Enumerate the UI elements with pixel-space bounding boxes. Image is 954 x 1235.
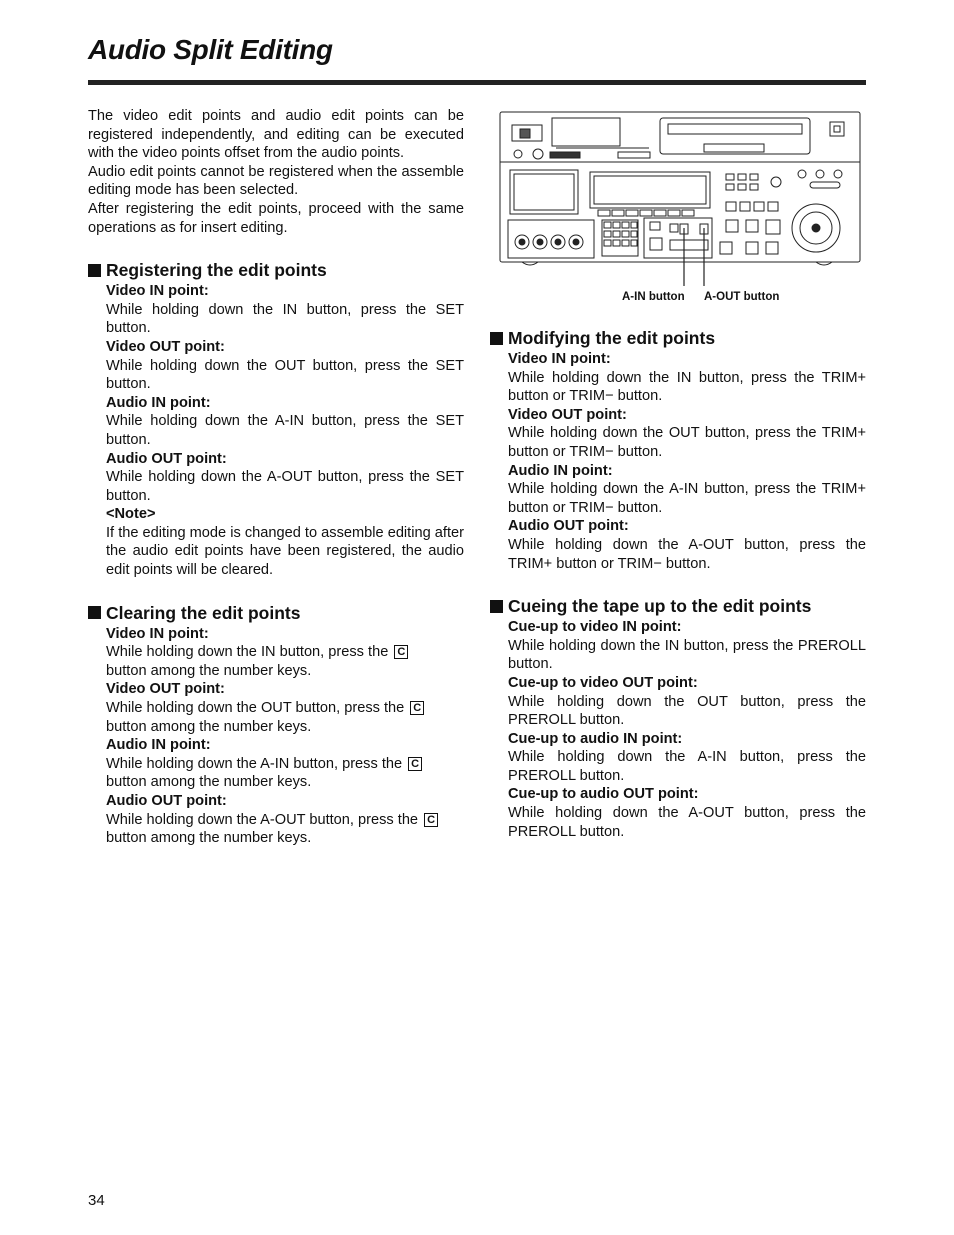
item-text: While holding down the A-IN button, press the SET button. xyxy=(106,413,464,448)
note-label: <Note> xyxy=(106,506,156,523)
section-registering xyxy=(88,259,464,580)
c-key-icon: C xyxy=(394,645,408,659)
section-heading: Registering the edit points xyxy=(88,259,464,281)
item-label: Audio IN point: xyxy=(106,394,211,411)
vtr-front-panel-figure xyxy=(494,110,866,310)
item-label: Cue-up to video OUT point: xyxy=(508,674,698,691)
item-label: Video OUT point: xyxy=(106,681,225,698)
item-text: While holding down the A-OUT button, press the PREROLL button. xyxy=(508,805,866,840)
section-modifying xyxy=(490,327,866,573)
item-text: While holding down the A-IN button, press the PREROLL button. xyxy=(508,749,866,784)
item-label: Audio OUT point: xyxy=(106,450,227,467)
page-number: 34 xyxy=(88,1192,105,1209)
item-label: Video IN point: xyxy=(106,625,209,642)
item-text: While holding down the IN button, press the TRIM+ button or TRIM− button. xyxy=(508,369,866,405)
section-cueing xyxy=(490,595,866,841)
left-column xyxy=(88,107,464,848)
c-key-icon: C xyxy=(424,813,438,827)
item-text: While holding down the A-OUT button, press the TRIM+ button or TRIM− button. xyxy=(508,536,866,572)
square-bullet-icon xyxy=(490,332,503,345)
item-text: While holding down the A-IN button, press the TRIM+ button or TRIM− button. xyxy=(508,481,866,516)
intro-paragraph: Audio edit points cannot be registered when the assemble editing mode has been selected. xyxy=(88,163,464,199)
c-key-icon: C xyxy=(408,757,422,771)
item-label: Audio OUT point: xyxy=(508,518,629,535)
item-text: While holding down the IN button, press the SET button. xyxy=(106,301,464,337)
item-text: While holding down the OUT button, press the TRIM+ button or TRIM− button. xyxy=(508,425,866,460)
item-label: Audio OUT point: xyxy=(106,793,227,809)
section-clearing xyxy=(88,602,464,848)
item-label: Video IN point: xyxy=(106,283,209,300)
section-heading: Clearing the edit points xyxy=(88,602,464,624)
item-text: While holding down the OUT button, press the PREROLL button. xyxy=(508,693,866,729)
item-label: Video IN point: xyxy=(508,351,611,367)
item-label: Video OUT point: xyxy=(508,406,627,423)
c-key-icon: C xyxy=(410,701,424,715)
item-text: While holding down the A-OUT button, press the C button among the number keys. xyxy=(106,811,464,848)
section-heading: Modifying the edit points xyxy=(490,327,866,349)
item-label: Video OUT point: xyxy=(106,338,225,355)
intro-paragraph: The video edit points and audio edit points can be registered independently, and editing can be executed with the video points offset from the audio points. xyxy=(88,108,464,162)
item-text: While holding down the OUT button, press the C button among the number keys. xyxy=(106,699,464,736)
square-bullet-icon xyxy=(490,600,503,613)
square-bullet-icon xyxy=(88,606,101,619)
section-heading: Cueing the tape up to the edit points xyxy=(490,595,866,617)
item-label: Cue-up to video IN point: xyxy=(508,619,682,636)
item-text: While holding down the A-OUT button, press the SET button. xyxy=(106,469,464,504)
item-text: While holding down the IN button, press the PREROLL button. xyxy=(508,637,866,673)
page-title: Audio Split Editing xyxy=(88,34,333,65)
item-text: While holding down the A-IN button, press the C button among the number keys. xyxy=(106,755,464,792)
intro-paragraph: After registering the edit points, proceed with the same operations as for insert editing. xyxy=(88,200,464,236)
item-text: While holding down the OUT button, press the SET button. xyxy=(106,357,464,393)
note-text: If the editing mode is changed to assemble editing after the audio edit points have been registered, the audio edit points will be cleared. xyxy=(106,524,464,579)
title-rule xyxy=(88,80,866,85)
item-text: While holding down the IN button, press the C button among the number keys. xyxy=(106,643,464,680)
item-label: Audio IN point: xyxy=(106,737,211,754)
item-label: Audio IN point: xyxy=(508,462,613,479)
a-out-button-callout: A-OUT button xyxy=(704,291,780,303)
right-column xyxy=(490,327,866,841)
a-in-button-callout: A-IN button xyxy=(622,291,685,303)
item-label: Cue-up to audio OUT point: xyxy=(508,786,699,803)
square-bullet-icon xyxy=(88,264,101,277)
item-label: Cue-up to audio IN point: xyxy=(508,730,683,747)
intro xyxy=(88,107,464,237)
vtr-panel-drawing xyxy=(494,110,866,310)
